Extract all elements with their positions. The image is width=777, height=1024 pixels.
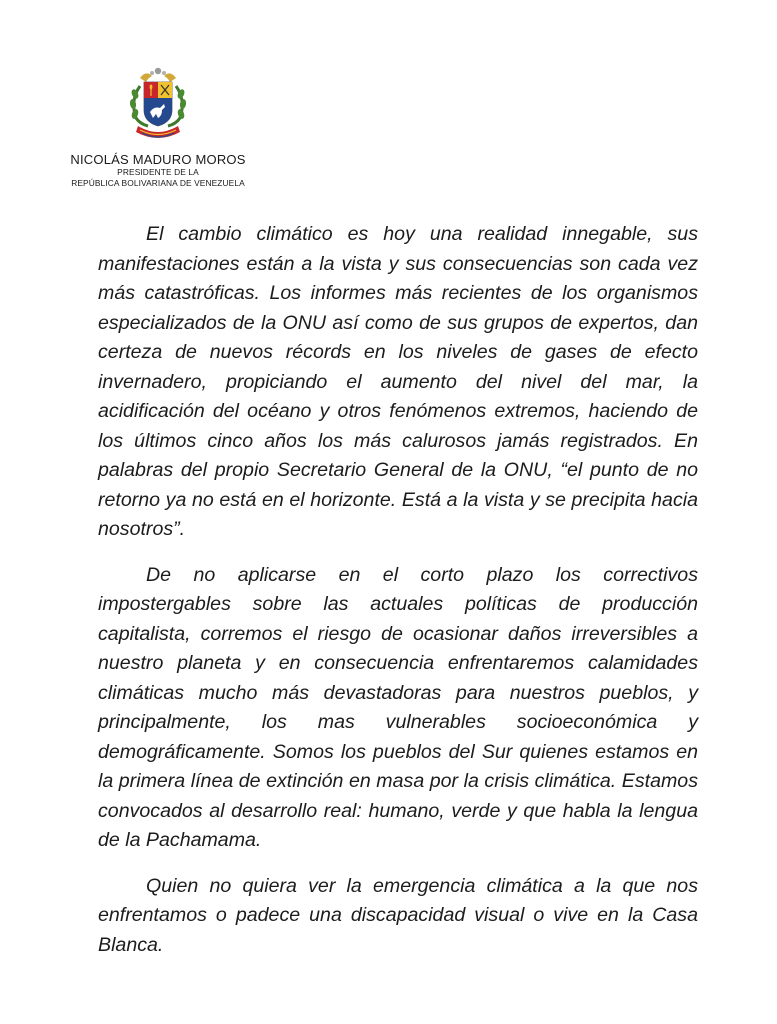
letterhead [58, 66, 258, 189]
sender-title-line2: REPÚBLICA BOLIVARIANA DE VENEZUELA [71, 178, 245, 188]
sender-title-line1: PRESIDENTE DE LA [117, 167, 199, 177]
paragraph-3: Quien no quiera ver la emergencia climática a la que nos enfrentamos o padece una discapacidad visual o vive en la Casa Blanca. [98, 874, 698, 956]
paragraph-1: El cambio climático es hoy una realidad innegable, sus manifestaciones están a la vista y sus consecuencias son cada vez más catastróficas. Los informes más recientes de los organismos especializados de la ONU así como de sus grupos de expertos, dan certeza de nuevos récords en los niveles de gases de efecto invernadero, propiciando el aumento del nivel del mar, la acidificación del océano y otros fenómenos extremos, haciendo de los últimos cinco años los más calurosos jamás registrados. En palabras del propio Secretario General de la ONU, “el punto de no retorno ya no está en el horizonte. Está a la vista y se precipita hacia nosotros”. [98, 223, 698, 540]
paragraph-2: De no aplicarse en el corto plazo los correctivos impostergables sobre las actuales políticas de producción capitalista, corremos el riesgo de ocasionar daños irreversibles a nuestro planeta y en consecuencia enfrentaremos calamidades climáticas mucho más devastadoras para nuestros pueblos, y principalmente, los mas vulnerables socioeconómica y demográficamente. Somos los pueblos del Sur quienes estamos en la primera línea de extinción en masa por la crisis climática. Estamos convocados al desarrollo real: humano, verde y que habla la lengua de la Pachamama. [98, 563, 698, 851]
sender-name: NICOLÁS MADURO MOROS [70, 152, 246, 167]
coat-of-arms-icon [126, 66, 190, 140]
letter-body [98, 220, 698, 976]
